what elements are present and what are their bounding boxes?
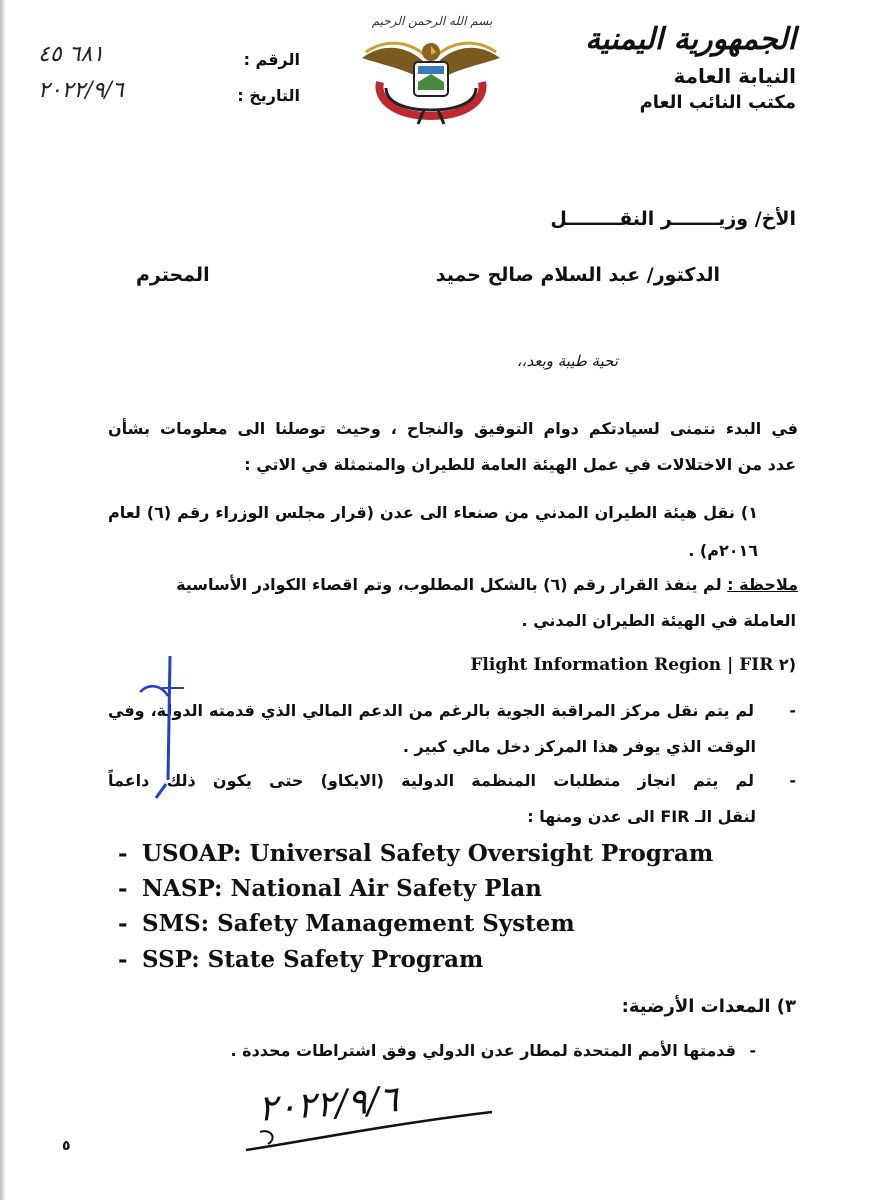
intro-line-2: عدد من الاختلالات في عمل الهيئة العامة للطيران والمتمثلة في الاتي : <box>244 455 796 474</box>
scan-edge-shadow <box>0 0 6 1200</box>
item1-line-1: ١) نقل هيئة الطيران المدني من صنعاء الى عدن (قرار مجلس الوزراء رقم (٦) لعام <box>108 503 759 522</box>
ref-label: الرقم : <box>243 50 300 69</box>
pen-annotation-mark <box>122 652 202 802</box>
signature-date: ٢٠٢٢/٩/٦ <box>256 1079 400 1130</box>
item3-heading: ٣) المعدات الأرضية: <box>621 996 796 1017</box>
page-number: ٥ <box>62 1138 71 1154</box>
bullet-marker: - <box>789 771 796 790</box>
note-label: ملاحظة : <box>727 575 798 594</box>
addressee-line: الأخ/ وزيـــــــر النقــــــــل <box>550 208 796 230</box>
item3-b1: قدمتها الأمم المتحدة لمطار عدن الدولي وفق اشتراطات محددة . <box>230 1041 736 1060</box>
note-text: لم ينفذ القرار رقم (٦) بالشكل المطلوب، وتم اقصاء الكوادر الأساسية <box>176 575 722 594</box>
program-item: - NASP: National Air Safety Plan <box>118 875 542 902</box>
program-item: - SMS: Safety Management System <box>118 910 575 937</box>
item2-b1-line-2: الوقت الذي يوفر هذا المركز دخل مالي كبير . <box>402 737 756 756</box>
program-item: - USOAP: Universal Safety Oversight Program <box>118 840 714 867</box>
intro-line-1: في البدء نتمنى لسيادتكم دوام التوفيق والنجاح ، وحيث توصلنا الى معلومات بشأن <box>108 419 798 438</box>
republic-name: الجمهورية اليمنية <box>585 22 796 57</box>
date-value: ٢٠٢٢/٩/٦ <box>38 78 124 103</box>
program-item: - SSP: State Safety Program <box>118 946 484 973</box>
date-label: التاريخ : <box>237 86 300 105</box>
ref-number: ٦٨١ ٤٥ <box>38 42 105 67</box>
item1-line-2: ٢٠١٦م) . <box>688 541 758 560</box>
letter-metadata <box>30 42 300 114</box>
item2-b1-line-1: لم يتم نقل مركز المراقبة الجوية بالرغم من الدعم المالي الذي قدمته الدولة، وفي <box>108 701 754 720</box>
greeting: تحية طيبة وبعد،، <box>516 352 618 370</box>
prosecution-name: النيابة العامة <box>673 64 796 88</box>
eagle-emblem-icon <box>356 28 506 126</box>
item2-number: ٢) <box>778 655 796 674</box>
note-line-1 <box>108 574 798 596</box>
addressee-name: الدكتور/ عبد السلام صالح حميد <box>435 264 720 286</box>
item2-heading <box>470 654 796 676</box>
signature-stroke <box>240 1094 500 1164</box>
bullet-marker: - <box>789 701 796 720</box>
letterhead <box>585 22 796 116</box>
item2-b2-line-2: لنقل الـ FIR الى عدن ومنها : <box>527 807 756 826</box>
basmala: بسم الله الرحمن الرحيم <box>371 14 493 28</box>
note-line-2: العاملة في الهيئة الطيران المدني . <box>521 611 796 630</box>
fir-heading: Flight Information Region | FIR <box>470 655 774 675</box>
bullet-marker: - <box>749 1041 756 1060</box>
office-name: مكتب النائب العام <box>639 92 796 113</box>
item2-b2-line-1: لم يتم انجاز متطلبات المنظمة الدولية (الايكاو) حتى يكون ذلك داعماً <box>108 771 754 790</box>
addressee-title: المحترم <box>136 264 210 286</box>
